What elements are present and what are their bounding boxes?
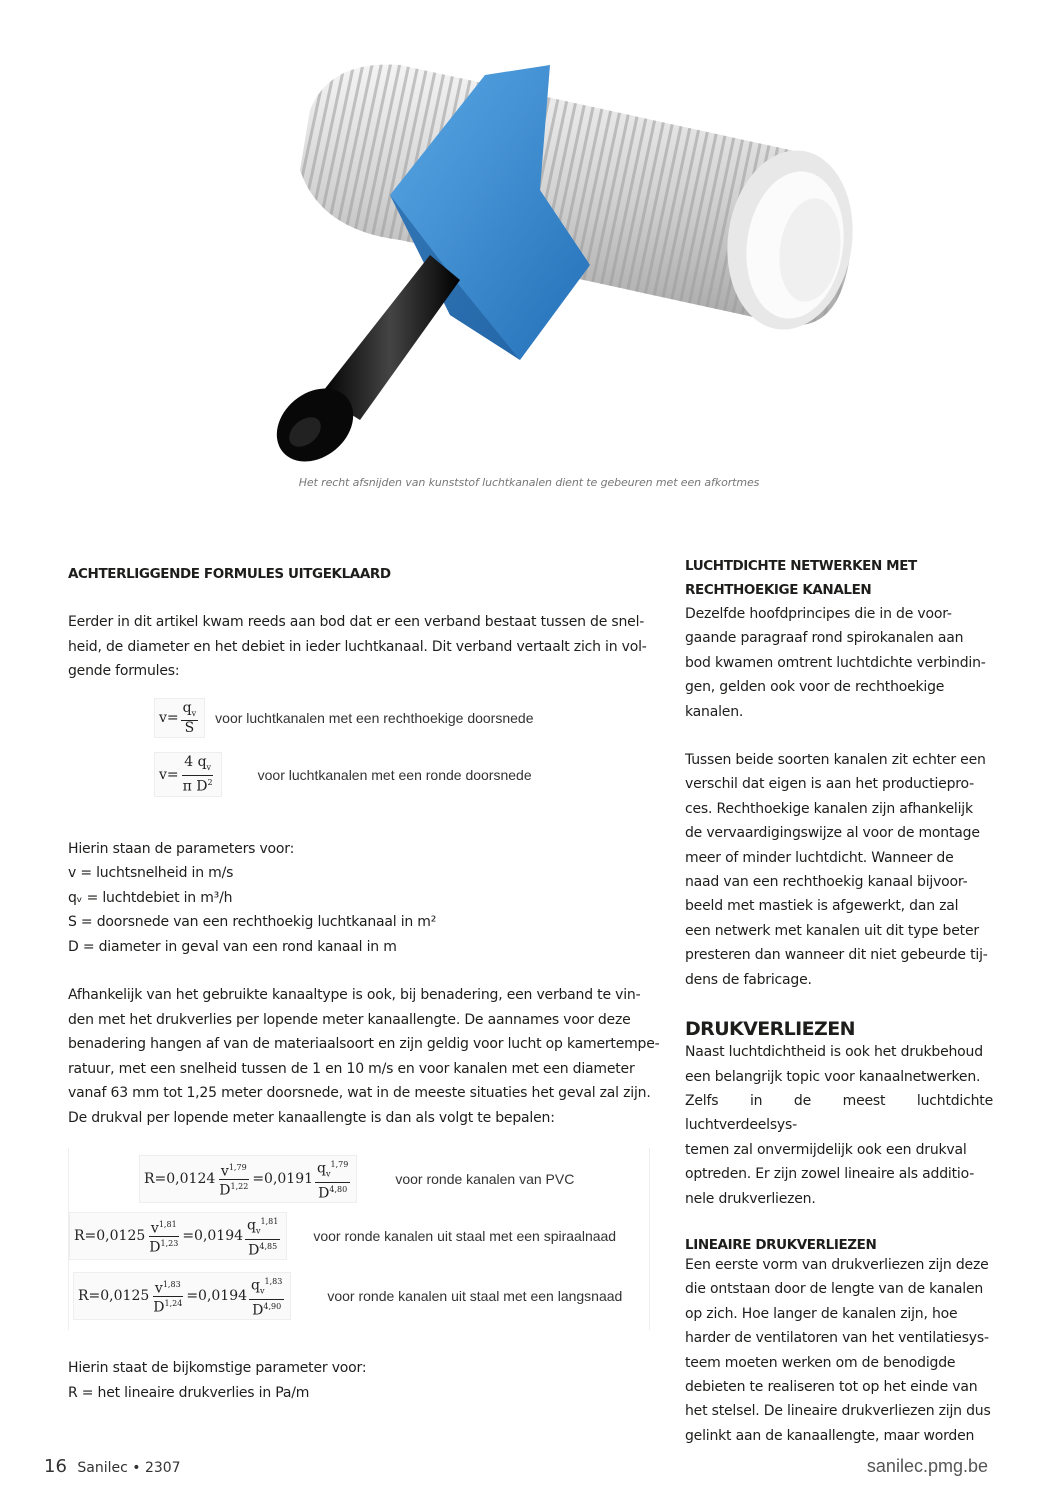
heading-line: LUCHTDICHTE NETWERKEN MET [685,558,917,574]
paragraph-pressure-loss [685,1040,993,1211]
text-line: Afhankelijk van het gebruikte kanaaltype is ook, bij benadering, een verband te vin- [68,987,641,1004]
pressure-formulas [68,1148,650,1330]
formula-lhs: v [159,766,167,783]
formula-velocity-round [154,752,650,796]
text-line: den met het drukverlies per lopende meter kanaallengte. De aannames voor deze [68,1011,631,1028]
text-line: nele drukverliezen. [685,1190,816,1207]
formula-exp: 1,23 [160,1238,179,1248]
text-line: een belangrijk topic voor kanaalnetwerken. [685,1068,981,1085]
text-line: Dezelfde hoofdprincipes die in de voor- [685,606,952,622]
text-line: beeld met mastiek is afgewerkt, dan zal [685,898,959,915]
formula-text: voor ronde kanalen uit staal met een spiraalnaad [313,1228,617,1245]
text-line: naad van een rechthoekig kanaal bijvoor- [685,874,968,891]
text-line: Hierin staan de parameters voor: [68,840,295,857]
formula-r-longitudinal [73,1266,649,1326]
heading-linear-loss: LINEAIRE DRUKVERLIEZEN [685,1236,877,1253]
heading-pressure-loss: DRUKVERLIEZEN [685,1018,855,1041]
right-column [685,554,993,1448]
text-line: v = luchtsnelheid in m/s [68,865,234,882]
formula-exp: 4,80 [329,1184,348,1194]
formula-box: v = $\frac{q_v}{S}$ [154,698,205,739]
text-line: op zich. Hoe langer de kanalen zijn, hoe [685,1305,958,1322]
text-line: R = het lineaire drukverlies in Pa/m [68,1384,310,1401]
formula-box: v = $\frac{4 q_v}{\pi D^2}$ [154,752,222,796]
page-number: 16 [44,1456,67,1477]
extra-parameter [68,1356,650,1405]
text-line: teem moeten werken om de benodigde [685,1354,956,1371]
formula-num-sub: v [206,763,212,773]
formula-text: voor ronde kanalen uit staal met een langsnaad [327,1288,623,1305]
text-line: gen, gelden ook voor de rechthoekige [685,679,945,696]
text-line: harder de ventilatoren van het ventilatiesys- [685,1330,989,1347]
formula-lhs: v [159,709,167,726]
photo-caption: Het recht afsnijden van kunststof luchtkanalen dient te gebeuren met een afkortmes [298,476,760,489]
text-line: presteren dan wanneer dit niet gebeurde tij- [685,947,988,964]
footer-left [44,1456,181,1477]
text-line: gelinkt aan de kanaallengte, maar worden [685,1427,975,1444]
parameters-list [68,837,650,960]
text-line: S = doorsnede van een rechthoekig luchtkanaal in m² [68,914,437,931]
text-line: benadering hangen af van de materiaalsoort en zijn geldig voor lucht op kamertempe- [68,1036,660,1053]
text-line: kanalen. [685,703,744,720]
formula-num: 4 q [184,754,207,771]
text-line: het stelsel. De lineaire drukverliezen zijn dus [685,1403,991,1420]
text-line: vanaf 63 mm tot 1,25 meter doorsnede, wat in de meeste situaties het geval zal zijn. [68,1085,651,1102]
text-line: debieten te realiseren tot op het einde van [685,1378,978,1395]
formula-exp: 1,79 [330,1160,349,1170]
formula-exp: 1,81 [260,1217,279,1227]
paragraph-production [685,748,993,992]
paragraph-airtight [685,602,993,724]
formula-exp: 1,83 [264,1277,283,1287]
text-line: de vervaardigingswijze al voor de montage [685,825,980,842]
formula-coef: =0,0191 [252,1171,314,1188]
formula-den: S [184,720,195,737]
pressure-paragraph [68,983,660,1130]
text-line: gaande paragraaf rond spirokanalen aan [685,630,964,647]
formula-box: R=0,0125 $\frac{v^{1,83}}{D^{1,24}}$ =0,0194 $\frac{q_v^{1,83}}{D^{4,90}}$ [73,1272,291,1320]
text-line: D = diameter in geval van een rond kanaal in m [68,938,397,955]
formula-exp: 1,24 [164,1298,183,1308]
formula-exp: 1,22 [230,1181,249,1191]
text-line: een netwerk met kanalen uit dit type beter [685,922,979,939]
text-line: optreden. Er zijn zowel lineaire als additio- [685,1166,975,1183]
formula-coef: R=0,0125 [78,1288,150,1305]
formula-text: voor luchtkanalen met een rechthoekige doorsnede [215,709,534,726]
text-line: Een eerste vorm van drukverliezen zijn deze [685,1256,989,1273]
website-link[interactable]: sanilec.pmg.be [866,1456,988,1476]
text-line: De drukval per lopende meter kanaallengte is dan als volgt te bepalen: [68,1109,555,1126]
formula-text: voor luchtkanalen met een ronde doorsnede [257,766,532,783]
heading-airtight-rect [685,554,993,602]
formula-exp: 1,81 [158,1220,177,1230]
text-line: qᵥ = luchtdebiet in m³/h [68,889,233,906]
text-line: ces. Rechthoekige kanalen zijn afhankelijk [685,800,973,817]
formula-coef: R=0,0124 [144,1171,216,1188]
formula-coef: =0,0194 [182,1228,244,1245]
text-line: Zelfs in de meest luchtdichte luchtverdeelsys- [685,1092,993,1134]
formula-den-sup: 2 [207,778,213,788]
text-line: ratuur, met een snelheid tussen de 1 en 10 m/s en voor kanalen met een diameter [68,1060,635,1077]
heading-line: RECHTHOEKIGE KANALEN [685,582,872,598]
formula-num-sub: v [191,708,197,718]
magazine-issue: Sanilec • 2307 [77,1460,181,1476]
text-line: Tussen beide soorten kanalen zit echter een [685,752,986,769]
formula-den: π D [182,778,208,795]
section-heading: ACHTERLIGGENDE FORMULES UITGEKLAARD [68,566,391,582]
left-column [68,566,660,1405]
formula-coef: R=0,0125 [74,1228,146,1245]
formula-exp: 4,85 [259,1241,278,1251]
formula-r-spiral [69,1206,649,1266]
text-line: meer of minder luchtdicht. Wanneer de [685,849,954,866]
formula-exp: 1,83 [162,1280,181,1290]
text-line: Naast luchtdichtheid is ook het drukbehoud [685,1044,983,1061]
text-line: dens de fabricage. [685,971,812,988]
text-line: Hierin staat de bijkomstige parameter voor: [68,1360,367,1377]
formula-r-pvc [139,1152,649,1206]
text-line: temen zal onvermijdelijk ook een drukval [685,1141,967,1158]
formula-velocity-rect [154,698,650,739]
formula-num: q [182,699,192,716]
formula-box: R=0,0125 $\frac{v^{1,81}}{D^{1,23}}$ =0,0194 $\frac{q_v^{1,81}}{D^{4,85}}$ [69,1212,287,1260]
formula-exp: 4,90 [263,1301,282,1311]
text-line: Eerder in dit artikel kwam reeds aan bod dat er een verband bestaat tussen de snel- [68,614,645,630]
formula-box: R=0,0124 $\frac{v^{1,79}}{D^{1,22}}$ =0,0191 $\frac{q_v^{1,79}}{D^{4,80}}$ [139,1155,357,1203]
formula-text: voor ronde kanalen van PVC [395,1171,575,1188]
pipe-cutter-photo [250,40,870,480]
paragraph-linear-loss [685,1253,993,1448]
intro-paragraph [68,610,650,684]
text-line: bod kwamen omtrent luchtdichte verbindin- [685,654,986,671]
formula-coef: =0,0194 [186,1288,248,1305]
text-line: gende formules: [68,663,180,679]
text-line: heid, de diameter en het debiet in ieder luchtkanaal. Dit verband vertaalt zich in vol- [68,638,647,655]
formula-exp: 1,79 [228,1163,247,1173]
text-line: verschil dat eigen is aan het productiepro- [685,776,974,793]
text-line: die ontstaan door de lengte van de kanalen [685,1281,984,1298]
